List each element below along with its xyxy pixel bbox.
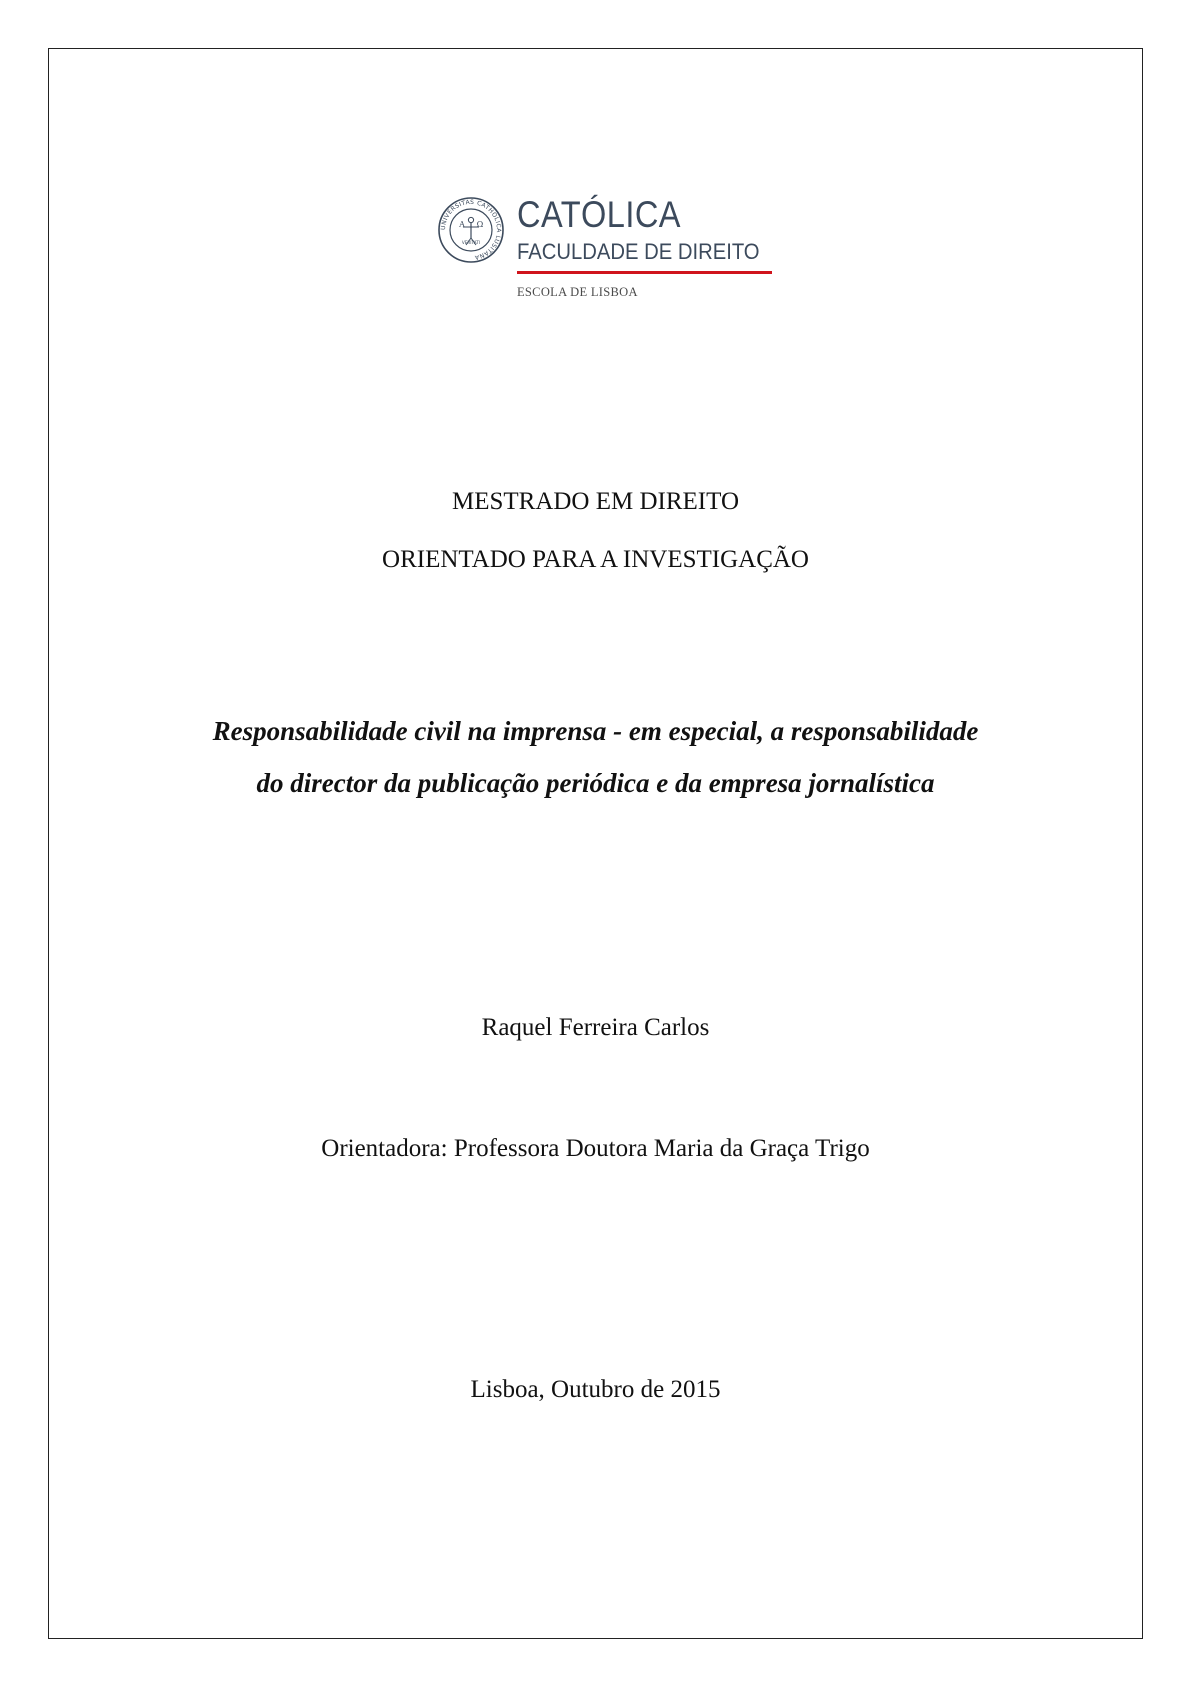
- author-name: Raquel Ferreira Carlos: [481, 1014, 710, 1041]
- svg-text:Ω: Ω: [476, 220, 484, 229]
- svg-text:UNIVERSITAS CATHOLICA LUSITANA: UNIVERSITAS CATHOLICA LUSITANA: [439, 198, 503, 261]
- svg-text:Α: Α: [459, 220, 465, 229]
- university-logo: [437, 196, 777, 306]
- degree-line-2: ORIENTADO PARA A INVESTIGAÇÃO: [382, 546, 809, 573]
- logo-red-rule: [517, 271, 772, 274]
- degree-line-1: MESTRADO EM DIREITO: [451, 488, 740, 515]
- place-date: Lisboa, Outubro de 2015: [470, 1376, 721, 1403]
- supervisor-line: Orientadora: Professora Doutora Maria da Graça Trigo: [321, 1135, 870, 1162]
- brand-name: CATÓLICA: [517, 194, 681, 235]
- thesis-title-line-1: Responsabilidade civil na imprensa - em especial, a responsabilidade: [212, 716, 979, 746]
- university-seal-icon: [437, 196, 505, 264]
- svg-text:VERITATI: VERITATI: [461, 240, 481, 245]
- thesis-title-line-2: do director da publicação periódica e da empresa jornalística: [256, 768, 935, 798]
- school-name: ESCOLA DE LISBOA: [517, 285, 638, 299]
- faculty-name: FACULDADE DE DIREITO: [517, 239, 760, 264]
